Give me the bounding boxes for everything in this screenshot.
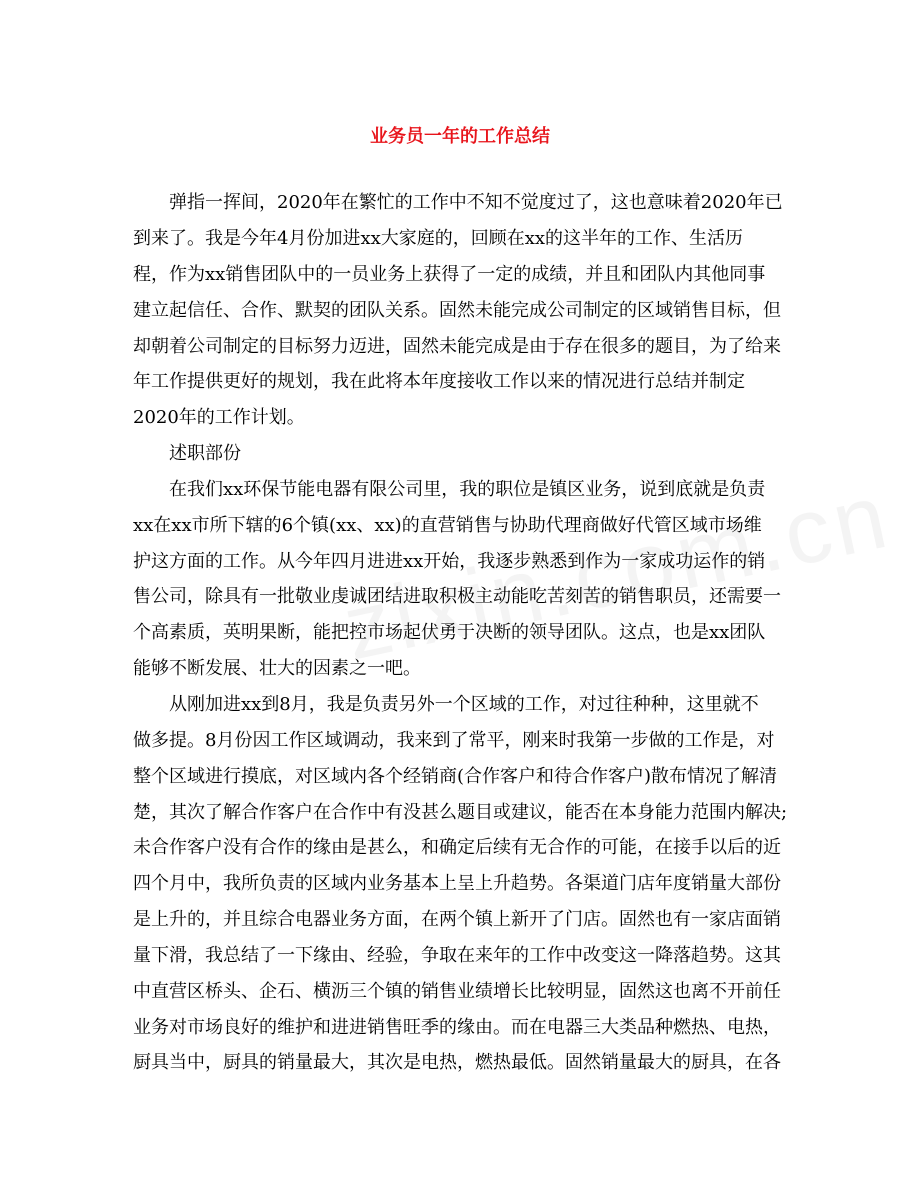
paragraph-line: 售公司，除具有一批敬业虔诚团结进取积极主动能吃苦刻苦的销售职员，还需要一: [133, 586, 781, 608]
paragraph-line: 四个月中，我所负责的区域内业务基本上呈上升趋势。各渠道门店年度销量大部份: [133, 873, 781, 895]
paragraph-line: 楚，其次了解合作客户在合作中有没甚么题目或建议，能否在本身能力范围内解决;: [133, 801, 788, 823]
paragraph-line: 在我们xx环保节能电器有限公司里，我的职位是镇区业务，说到底就是负责: [169, 478, 766, 500]
paragraph-line: 建立起信任、合作、默契的团队关系。固然未能完成公司制定的区域销售目标，但: [133, 299, 781, 321]
paragraph-line: 却朝着公司制定的目标努力迈进，固然未能完成是由于存在很多的题目，为了给来: [133, 335, 781, 357]
paragraph-line: 个高素质，英明果断，能把控市场起伏勇于决断的领导团队。这点，也是xx团队: [133, 622, 766, 644]
paragraph-line: 做多提。8月份因工作区域调动，我来到了常平，刚来时我第一步做的工作是，对: [133, 729, 775, 751]
paragraph-line: 从刚加进xx到8月，我是负责另外一个区域的工作，对过往种种，这里就不: [169, 693, 759, 715]
paragraph-line: 年工作提供更好的规划，我在此将本年度接收工作以来的情况进行总结并制定: [133, 371, 745, 393]
paragraph-line: 能够不断发展、壮大的因素之一吧。: [133, 658, 421, 680]
document-title: 业务员一年的工作总结: [370, 126, 550, 147]
paragraph-line: 弹指一挥间，2020年在繁忙的工作中不知不觉度过了，这也意味着2020年已: [169, 192, 783, 213]
paragraph-line: xx在xx市所下辖的6个镇(xx、xx)的直营销售与协助代理商做好代管区域市场维: [133, 514, 762, 536]
paragraph-line: 程，作为xx销售团队中的一员业务上获得了一定的成绩，并且和团队内其他同事: [133, 263, 766, 285]
paragraph-line: 业务对市场良好的维护和进进销售旺季的缘由。而在电器三大类品种燃热、电热，: [133, 1016, 781, 1038]
paragraph-line: 整个区域进行摸底，对区域内各个经销商(合作客户和待合作客户)散布情况了解清: [133, 765, 778, 787]
paragraph-line: 未合作客户没有合作的缘由是甚么，和确定后续有无合作的可能，在接手以后的近: [133, 837, 781, 859]
paragraph-line: 2020年的工作计划。: [133, 407, 305, 429]
paragraph-line: 护这方面的工作。从今年四月进进xx开始，我逐步熟悉到作为一家成功运作的销: [133, 550, 766, 572]
document-body: [133, 163, 793, 1081]
paragraph-line: 中直营区桥头、企石、横沥三个镇的销售业绩增长比较明显，固然这也离不开前任: [133, 980, 781, 1002]
paragraph-line: 是上升的，并且综合电器业务方面，在两个镇上新开了门店。固然也有一家店面销: [133, 909, 781, 931]
paragraph-line: 量下滑，我总结了一下缘由、经验，争取在来年的工作中改变这一降落趋势。这其: [133, 944, 781, 966]
paragraph-line: 到来了。我是今年4月份加进xx大家庭的，回顾在xx的这半年的工作、生活历: [133, 228, 744, 249]
paragraph-line: 厨具当中，厨具的销量最大，其次是电热，燃热最低。固然销量最大的厨具，在各: [133, 1052, 781, 1074]
section-heading: 述职部份: [169, 443, 241, 465]
